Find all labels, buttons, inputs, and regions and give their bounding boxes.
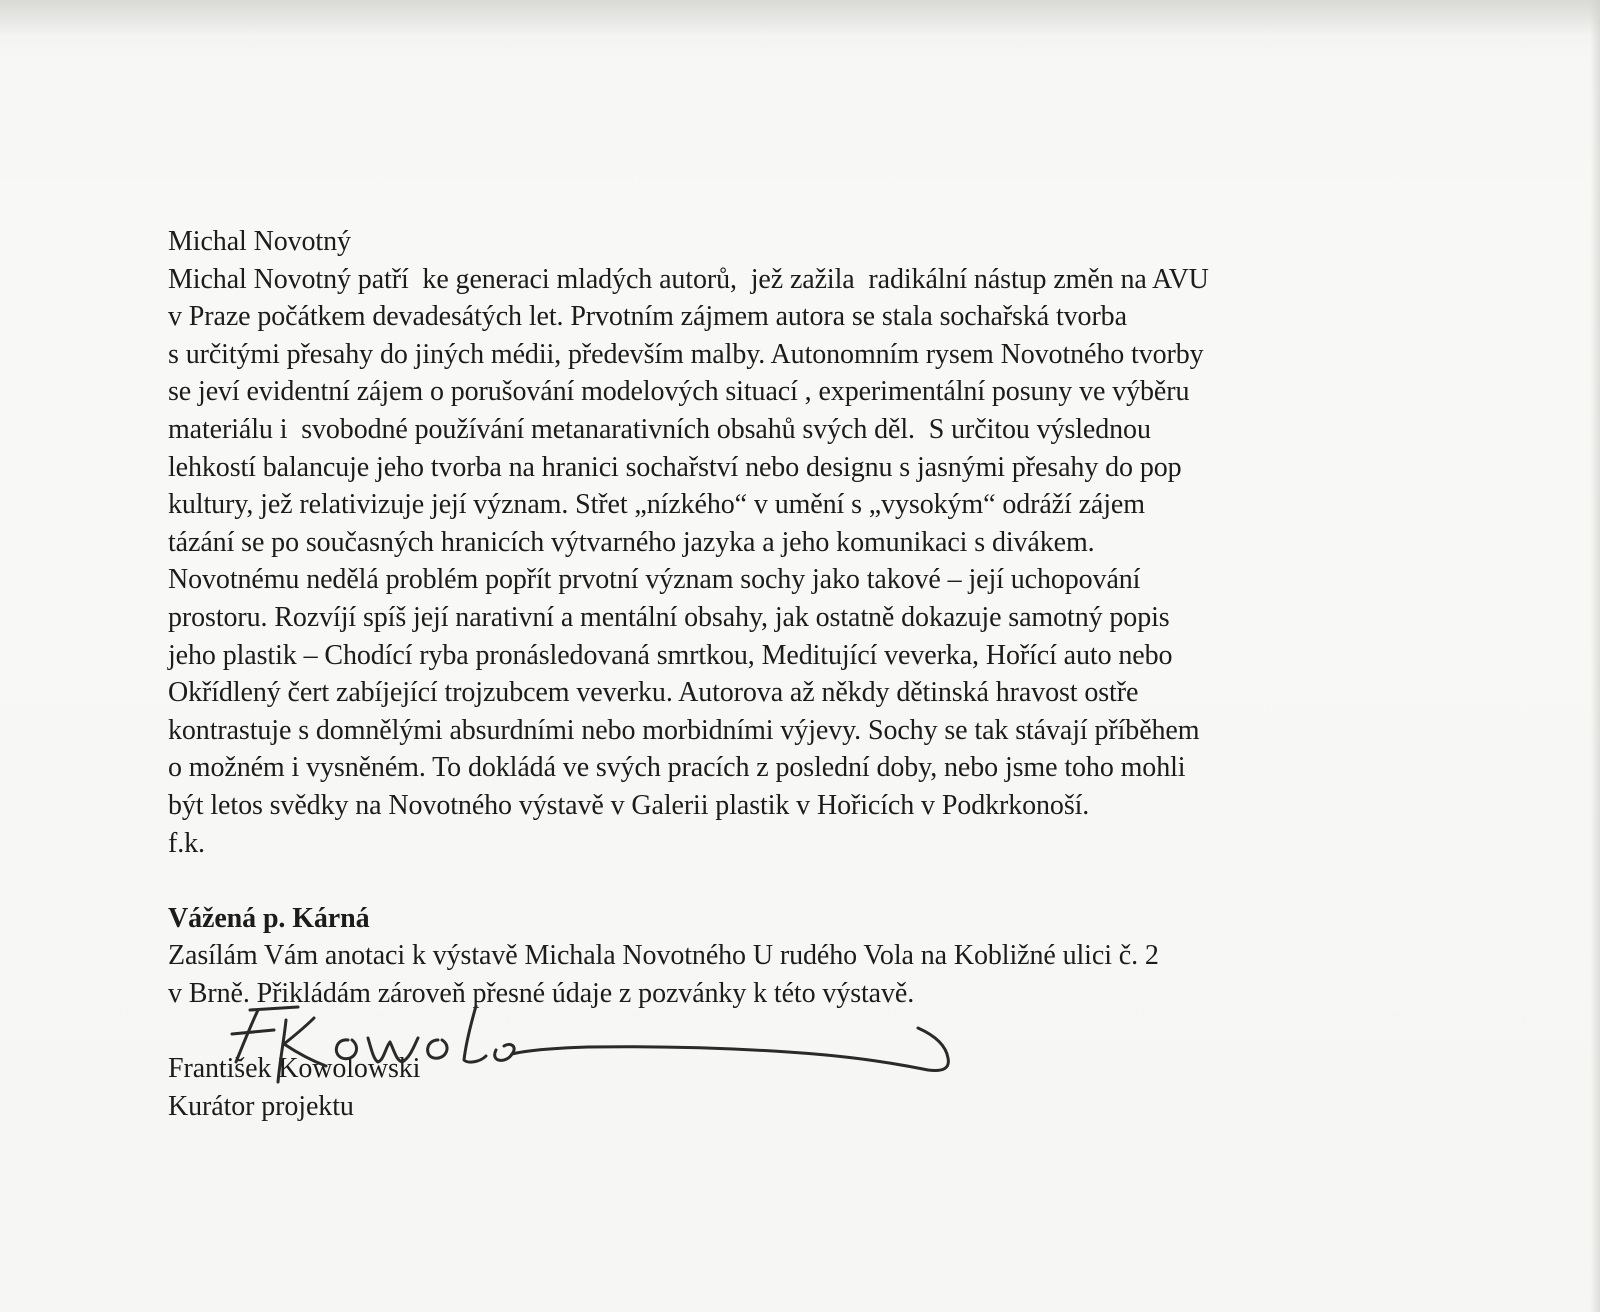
- annotation-line: tázání se po současných hranicích výtvarného jazyka a jeho komunikaci s divákem.: [168, 526, 1095, 558]
- annotation-line: kultury, jež relativizuje její význam. Střet „nízkého“ v umění s „vysokým“ odráží zájem: [168, 489, 1145, 521]
- annotation-line: se jeví evidentní zájem o porušování modelových situací , experimentální posuny ve výběru: [168, 376, 1190, 408]
- salutation: Vážená p. Kárná: [168, 902, 370, 934]
- letter-body-line: v Brně. Přikládám zároveň přesné údaje z pozvánky k této výstavě.: [168, 977, 915, 1009]
- annotation-line: jeho plastik – Chodící ryba pronásledovaná smrtkou, Meditující veverka, Hořící auto nebo: [168, 639, 1173, 671]
- annotation-line: prostoru. Rozvíjí spíš její narativní a mentální obsahy, jak ostatně dokazuje samotný popis: [168, 601, 1170, 633]
- annotation-paragraph: [168, 261, 1428, 825]
- annotation-line: být letos svědky na Novotného výstavě v Galerii plastik v Hořicích v Podkrkonoší.: [168, 789, 1090, 821]
- letter-body-line: Zasílám Vám anotaci k výstavě Michala Novotného U rudého Vola na Kobližné ulici č. 2: [168, 940, 1159, 972]
- signature-gap: [168, 1012, 1428, 1050]
- annotation-line: materiálu i svobodné používání metanarativních obsahů svých děl. S určitou výslednou: [168, 413, 1151, 445]
- annotation-line: Michal Novotný patří ke generaci mladých autorů, jež zažila radikální nástup změn na AVU: [168, 263, 1209, 295]
- scan-shadow-right: [1590, 0, 1600, 1312]
- annotation-heading: Michal Novotný: [168, 226, 351, 257]
- annotation-line: s určitými přesahy do jiných médii, především malby. Autonomním rysem Novotného tvorby: [168, 338, 1204, 370]
- annotation-line: lehkostí balancuje jeho tvorba na hranici sochařství nebo designu s jasnými přesahy do pop: [168, 451, 1182, 483]
- letter-text: [168, 223, 1428, 1125]
- author-initials: f.k.: [168, 827, 205, 859]
- paragraph-gap: [168, 862, 1428, 900]
- annotation-line: o možném i vysněném. To dokládá ve svých pracích z poslední doby, nebo jsme toho mohli: [168, 752, 1186, 784]
- annotation-line: v Praze počátkem devadesátých let. Prvotním zájmem autora se stala sochařská tvorba: [168, 301, 1127, 333]
- annotation-line: Okřídlený čert zabíjející trojzubcem veverku. Autorova až někdy dětinská hravost ostře: [168, 677, 1139, 709]
- scan-shadow-top: [0, 0, 1600, 36]
- sender-name: František Kowolowski: [168, 1053, 421, 1085]
- annotation-line: Novotnému nedělá problém popřít prvotní význam sochy jako takové – její uchopování: [168, 564, 1141, 596]
- annotation-line: kontrastuje s domnělými absurdními nebo morbidními výjevy. Sochy se tak stávají příběhem: [168, 714, 1200, 746]
- sender-title: Kurátor projektu: [168, 1090, 354, 1122]
